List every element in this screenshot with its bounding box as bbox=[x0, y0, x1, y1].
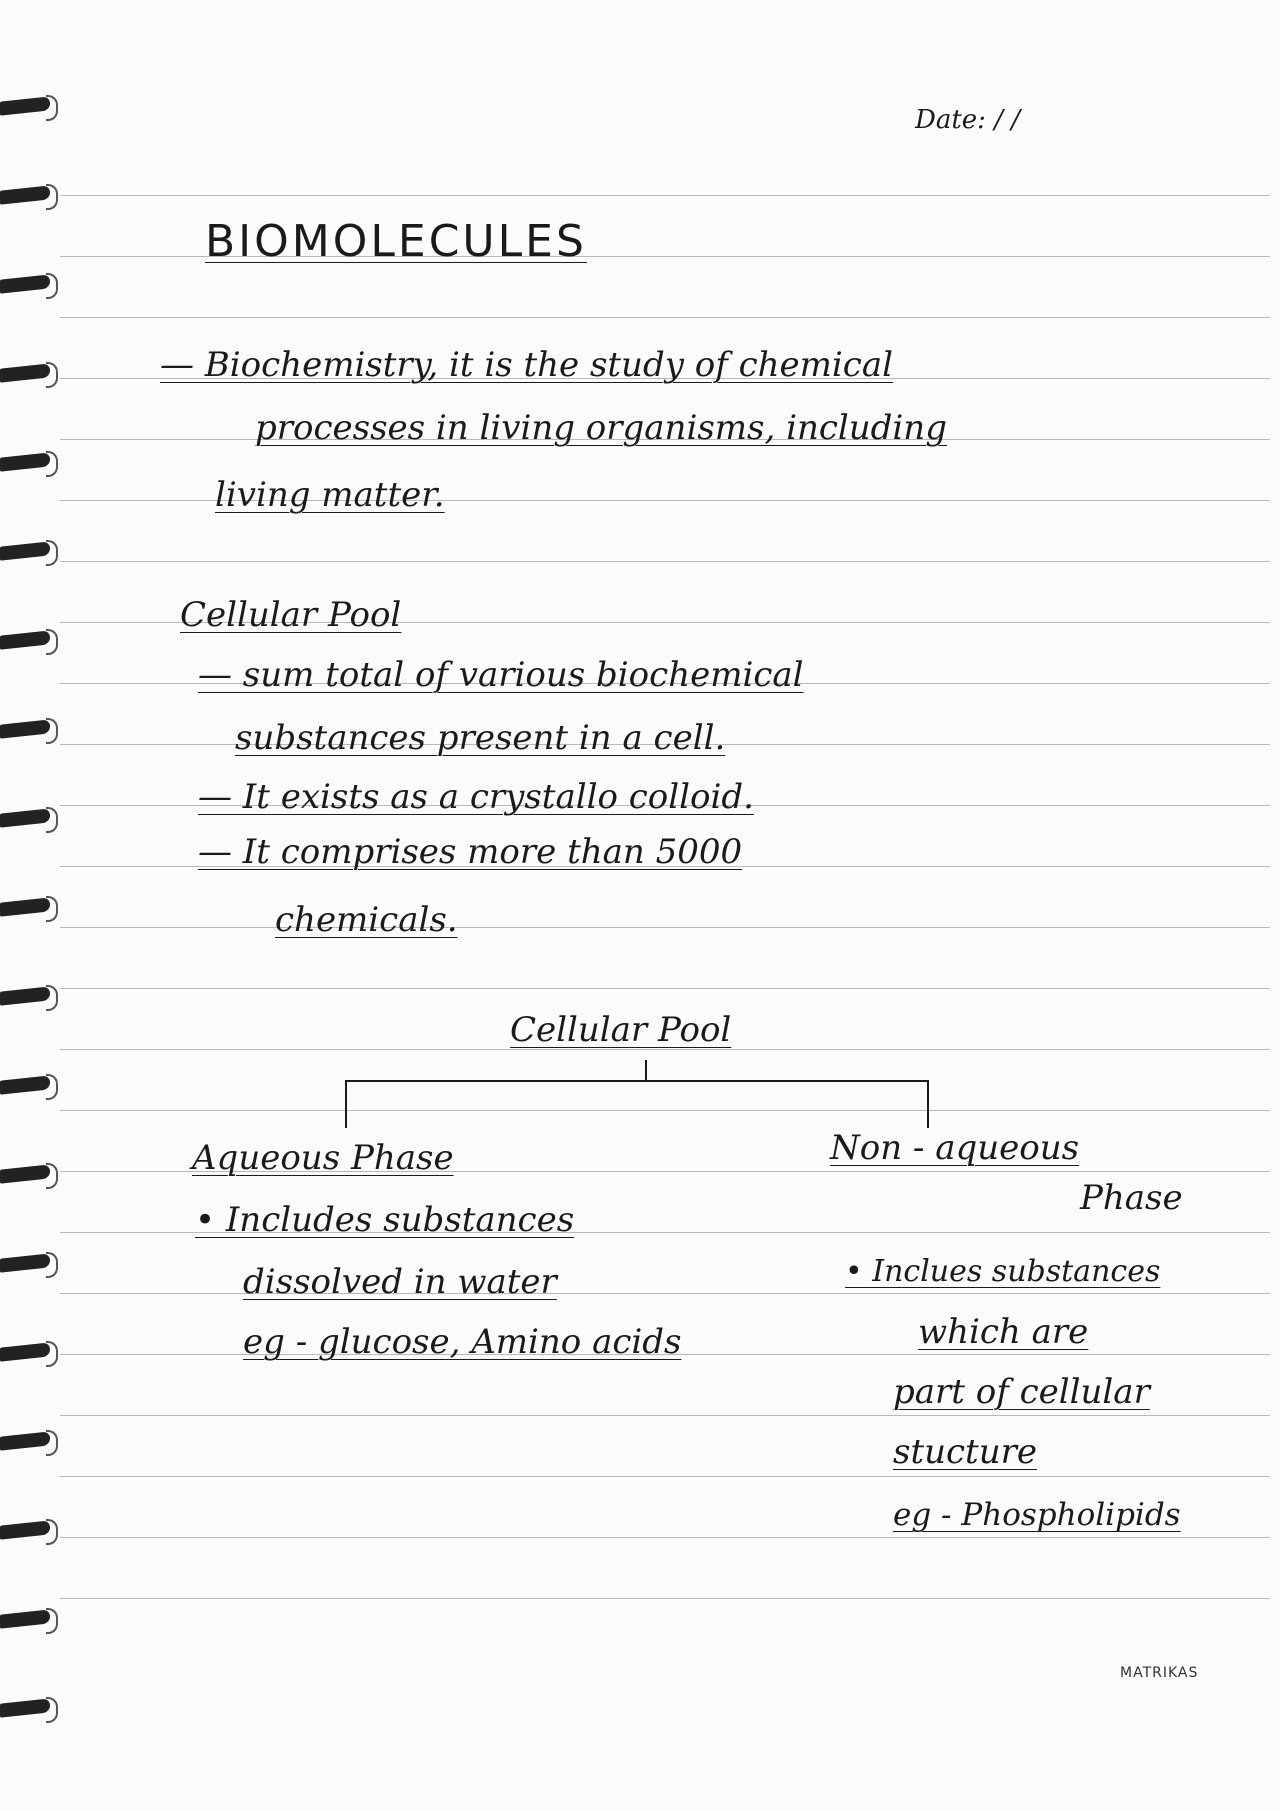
spiral-ring bbox=[0, 362, 62, 384]
spiral-ring bbox=[0, 1163, 62, 1185]
ruled-line bbox=[60, 1598, 1270, 1599]
point-3-line-1: — It comprises more than 5000 bbox=[198, 832, 743, 872]
non-aqueous-line-2: which are bbox=[918, 1312, 1089, 1352]
intro-line-2: processes in living organisms, including bbox=[255, 408, 947, 448]
spiral-ring bbox=[0, 807, 62, 829]
spiral-ring bbox=[0, 1252, 62, 1274]
ruled-line bbox=[60, 195, 1270, 196]
non-aqueous-line-1: • Inclues substances bbox=[845, 1254, 1161, 1289]
spiral-ring bbox=[0, 95, 62, 117]
diagram-root-label: Cellular Pool bbox=[510, 1010, 732, 1050]
ruled-line bbox=[60, 1476, 1270, 1477]
ruled-line bbox=[60, 317, 1270, 318]
tree-bracket bbox=[345, 1080, 929, 1128]
notebook-brand: MATRIKAS bbox=[1120, 1665, 1199, 1681]
non-aqueous-title-line-1: Non - aqueous bbox=[830, 1128, 1080, 1168]
non-aqueous-title-line-2: Phase bbox=[1080, 1178, 1183, 1218]
aqueous-line-3: eg - glucose, Amino acids bbox=[243, 1322, 682, 1362]
spiral-ring bbox=[0, 540, 62, 562]
aqueous-phase-title: Aqueous Phase bbox=[192, 1138, 454, 1178]
spiral-ring bbox=[0, 896, 62, 918]
non-aqueous-line-3: part of cellular bbox=[893, 1372, 1150, 1412]
point-1-line-2: substances present in a cell. bbox=[235, 718, 726, 758]
aqueous-line-2: dissolved in water bbox=[243, 1262, 557, 1302]
spiral-ring bbox=[0, 1430, 62, 1452]
non-aqueous-line-5: eg - Phospholipids bbox=[893, 1497, 1181, 1533]
spiral-ring bbox=[0, 273, 62, 295]
non-aqueous-line-4: stucture bbox=[893, 1432, 1037, 1472]
spiral-ring bbox=[0, 451, 62, 473]
spiral-ring bbox=[0, 184, 62, 206]
intro-line-1: — Biochemistry, it is the study of chemical bbox=[160, 345, 893, 385]
ruled-line bbox=[60, 988, 1270, 989]
ruled-line bbox=[60, 1537, 1270, 1538]
ruled-line bbox=[60, 1415, 1270, 1416]
date-label: Date: / / bbox=[915, 105, 1020, 135]
point-3-line-2: chemicals. bbox=[275, 900, 458, 940]
intro-line-3: living matter. bbox=[215, 475, 445, 515]
spiral-ring bbox=[0, 985, 62, 1007]
tree-stem bbox=[645, 1060, 647, 1080]
ruled-line bbox=[60, 1293, 1270, 1294]
page-title: BIOMOLECULES bbox=[205, 216, 587, 267]
point-2-line-1: — It exists as a crystallo colloid. bbox=[198, 777, 754, 817]
cellular-pool-heading: Cellular Pool bbox=[180, 595, 402, 635]
spiral-ring bbox=[0, 629, 62, 651]
spiral-ring bbox=[0, 1608, 62, 1630]
spiral-ring bbox=[0, 718, 62, 740]
ruled-line bbox=[60, 927, 1270, 928]
spiral-ring bbox=[0, 1519, 62, 1541]
spiral-ring bbox=[0, 1074, 62, 1096]
spiral-ring bbox=[0, 1697, 62, 1719]
spiral-ring bbox=[0, 1341, 62, 1363]
aqueous-line-1: • Includes substances bbox=[195, 1200, 575, 1240]
ruled-line bbox=[60, 561, 1270, 562]
point-1-line-1: — sum total of various biochemical bbox=[198, 655, 804, 695]
